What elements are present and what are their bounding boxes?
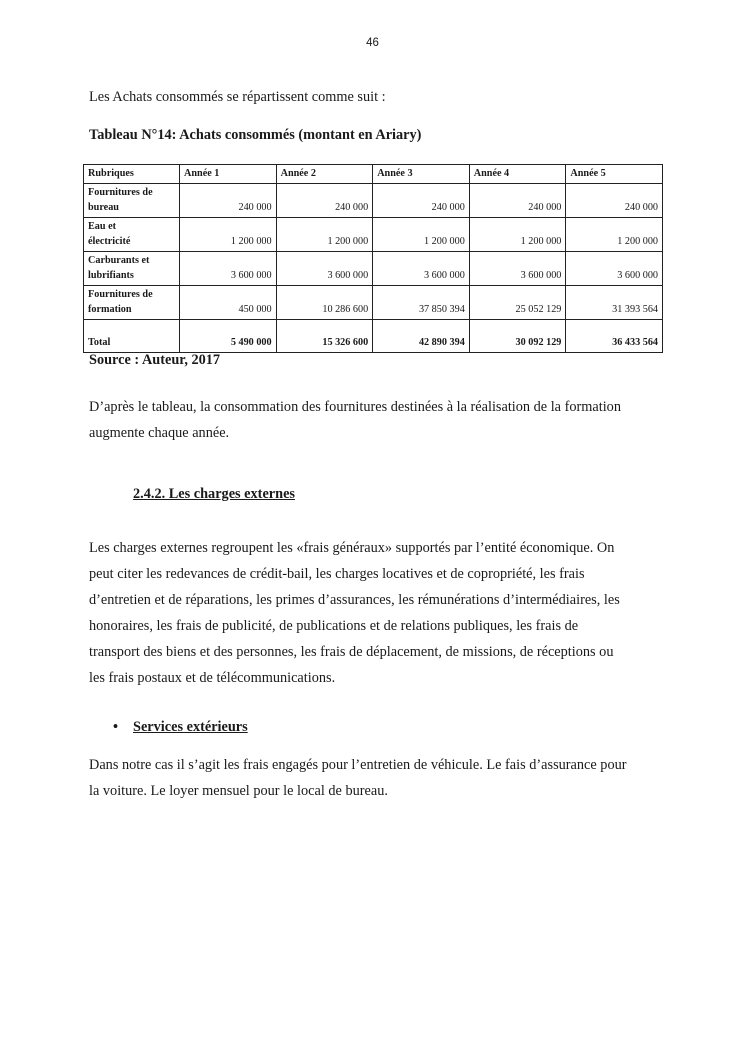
row-label-line: lubrifiants xyxy=(88,270,134,281)
purchases-table xyxy=(83,164,663,353)
row-label-line: Eau et xyxy=(88,220,117,232)
total-cell: 30 092 129 xyxy=(469,319,566,352)
services-paragraph xyxy=(89,752,669,804)
total-cell: 15 326 600 xyxy=(276,319,373,352)
bullet-item xyxy=(113,719,248,736)
row-label xyxy=(84,251,180,285)
value-cell: 25 052 129 xyxy=(469,285,566,319)
row-label xyxy=(84,285,180,319)
value-cell: 1 200 000 xyxy=(276,217,373,251)
row-label-line: Carburants et xyxy=(88,254,150,266)
table-caption: Tableau N°14: Achats consommés (montant en Ariary) xyxy=(89,127,422,143)
table-row xyxy=(84,217,663,251)
row-label-line: bureau xyxy=(88,202,119,213)
table-source: Source : Auteur, 2017 xyxy=(89,352,221,368)
page-number: 46 xyxy=(366,37,379,49)
header-cell: Année 2 xyxy=(276,165,373,184)
text-line: transport des biens et des personnes, les frais de déplacement, de missions, de réceptions ou xyxy=(89,644,614,660)
row-label xyxy=(84,217,180,251)
header-cell: Année 3 xyxy=(373,165,470,184)
bullet-label: Services extérieurs xyxy=(133,719,248,735)
text-line: les frais postaux et de télécommunications. xyxy=(89,670,336,686)
value-cell: 31 393 564 xyxy=(566,285,663,319)
text-line: augmente chaque année. xyxy=(89,425,230,441)
text-line: D’après le tableau, la consommation des fournitures destinées à la réalisation de la formation xyxy=(89,399,621,415)
bullet-icon: • xyxy=(113,719,119,735)
value-cell: 240 000 xyxy=(373,183,470,217)
value-cell: 240 000 xyxy=(566,183,663,217)
row-label-line: Fournitures de xyxy=(88,186,153,198)
text-line: la voiture. Le loyer mensuel pour le local de bureau. xyxy=(89,783,388,799)
row-label-line: formation xyxy=(88,304,132,315)
value-cell: 3 600 000 xyxy=(180,251,277,285)
text-line: Dans notre cas il s’agit les frais engagés pour l’entretien de véhicule. Le fais d’assurance pour xyxy=(89,757,627,773)
header-cell: Année 5 xyxy=(566,165,663,184)
value-cell: 3 600 000 xyxy=(276,251,373,285)
text-line: honoraires, les frais de publicité, de publications et de relations publiques, les frais de xyxy=(89,618,579,634)
total-cell: 36 433 564 xyxy=(566,319,663,352)
value-cell: 10 286 600 xyxy=(276,285,373,319)
header-cell: Rubriques xyxy=(84,165,180,184)
row-label-line: Fournitures de xyxy=(88,288,153,300)
value-cell: 1 200 000 xyxy=(566,217,663,251)
total-cell: 42 890 394 xyxy=(373,319,470,352)
table-header-row xyxy=(84,165,663,184)
value-cell: 450 000 xyxy=(180,285,277,319)
section-heading: 2.4.2. Les charges externes xyxy=(133,486,295,502)
external-charges-paragraph xyxy=(89,535,669,691)
value-cell: 240 000 xyxy=(469,183,566,217)
table-row xyxy=(84,285,663,319)
table-row xyxy=(84,251,663,285)
header-cell: Année 4 xyxy=(469,165,566,184)
value-cell: 37 850 394 xyxy=(373,285,470,319)
total-cell: 5 490 000 xyxy=(180,319,277,352)
total-label: Total xyxy=(84,319,180,352)
value-cell: 3 600 000 xyxy=(566,251,663,285)
intro-text: Les Achats consommés se répartissent comme suit : xyxy=(89,89,386,105)
row-label xyxy=(84,183,180,217)
row-label-line: électricité xyxy=(88,236,131,247)
text-line: peut citer les redevances de crédit-bail, les charges locatives et de copropriété, les frais xyxy=(89,566,585,582)
header-cell: Année 1 xyxy=(180,165,277,184)
value-cell: 3 600 000 xyxy=(373,251,470,285)
value-cell: 1 200 000 xyxy=(373,217,470,251)
table-total-row xyxy=(84,319,663,352)
value-cell: 240 000 xyxy=(180,183,277,217)
value-cell: 1 200 000 xyxy=(180,217,277,251)
table-row xyxy=(84,183,663,217)
text-line: Les charges externes regroupent les «frais généraux» supportés par l’entité économique. On xyxy=(89,540,615,556)
value-cell: 240 000 xyxy=(276,183,373,217)
value-cell: 1 200 000 xyxy=(469,217,566,251)
value-cell: 3 600 000 xyxy=(469,251,566,285)
text-line: d’entretien et de réparations, les primes d’assurances, les rémunérations d’intermédiaires, les xyxy=(89,592,620,608)
analysis-paragraph xyxy=(89,394,669,446)
